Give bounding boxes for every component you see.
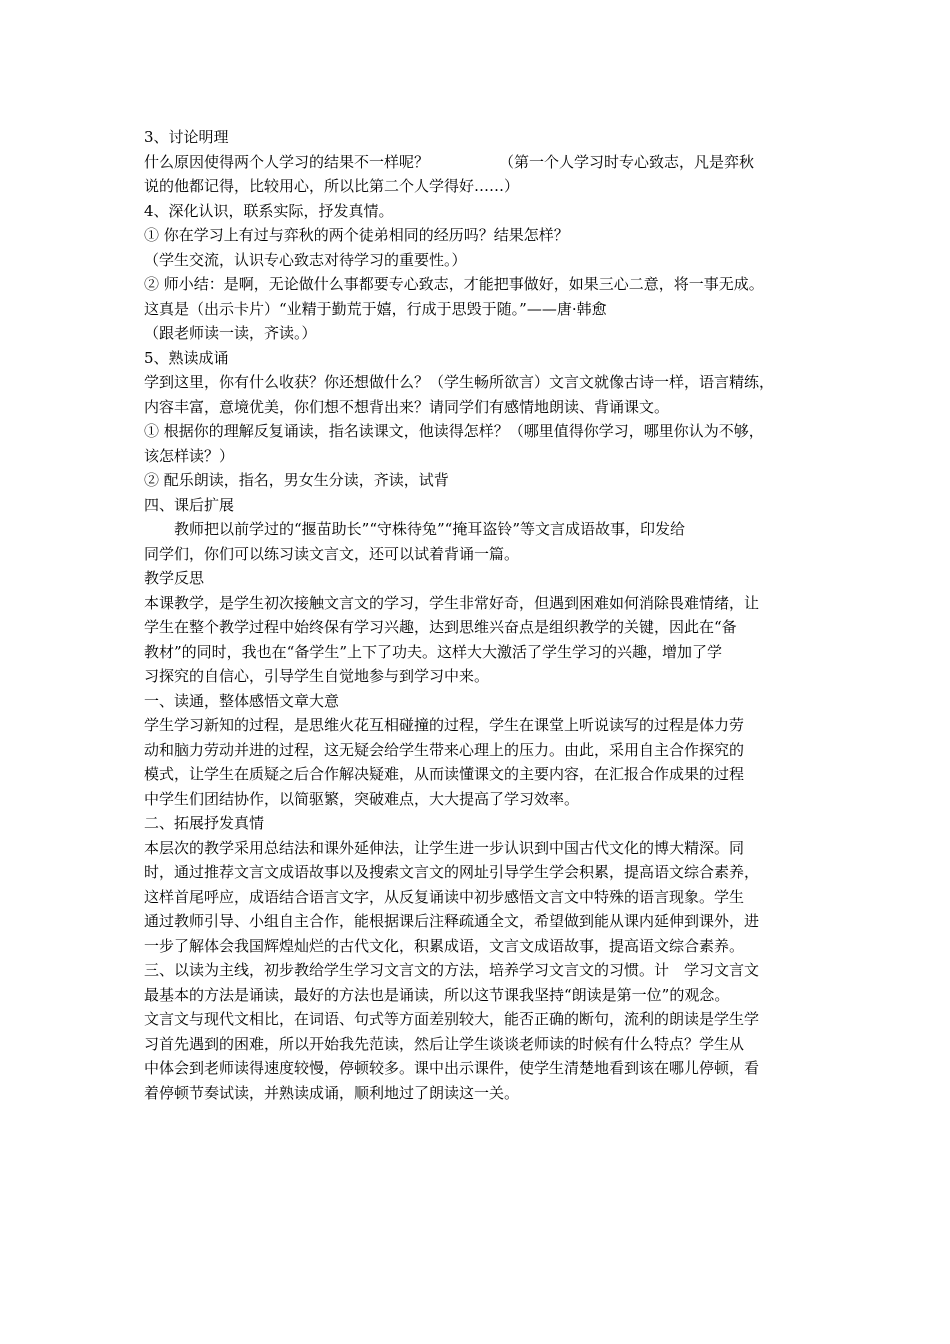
paragraph-line: 本层次的教学采用总结法和课外延伸法，让学生进一步认识到中国古代文化的博大精深。同 (144, 838, 745, 857)
paragraph-line: 中体会到老师读得速度较慢，停顿较多。课中出示课件，使学生清楚地看到该在哪儿停顿，看 (144, 1059, 760, 1077)
paragraph-line: 习首先遇到的困难，所以开始我先范读，然后让学生谈谈老师读的时候有什么特点？学生从 (144, 1034, 745, 1053)
paragraph-line: （学生交流，认识专心致志对待学习的重要性。） (144, 250, 467, 269)
document-page (144, 125, 812, 1105)
list-item: ② 师小结：是啊，无论做什么事都要专心致志，才能把事做好，如果三心二意，将一事无成。 (144, 275, 764, 293)
heading-discuss: 3、讨论明理 (144, 128, 229, 146)
paragraph-line: 本课教学，是学生初次接触文言文的学习，学生非常好奇，但遇到困难如何消除畏难情绪，让 (144, 593, 760, 612)
paragraph-line: 教师把以前学过的“揠苗助长”“守株待兔”“掩耳盗铃”等文言成语故事，印发给 (174, 520, 686, 538)
paragraph-line: 教材”的同时，我也在“备学生”上下了功夫。这样大大激活了学生学习的兴趣，增加了学 (144, 642, 723, 661)
paragraph-line: 文言文与现代文相比，在词语、句式等方面差别较大，能否正确的断句，流利的朗读是学生学 (144, 1010, 760, 1028)
question-text: 什么原因使得两个人学习的结果不一样呢？ (144, 152, 430, 171)
answer-text: （第一个人学习时专心致志，凡是弈秋 (499, 152, 755, 171)
paragraph-line: 一步了解体会我国辉煌灿烂的古代文化，积累成语，文言文成语故事，提高语文综合素养。 (144, 936, 745, 955)
paragraph-line: 同学们，你们可以练习读文言文，还可以试着背诵一篇。 (144, 544, 520, 563)
heading-deepen: 4、深化认识，联系实际，抒发真情。 (144, 201, 394, 220)
heading-section-two: 二、拓展抒发真情 (144, 814, 265, 832)
paragraph-line: 这真是（出示卡片）“业精于勤荒于嬉，行成于思毁于随。”——唐·韩愈 (144, 299, 607, 318)
paragraph-line: 中学生们团结协作，以简驱繁，突破难点，大大提高了学习效率。 (144, 789, 580, 808)
paragraph-line: 说的他都记得，比较用心，所以比第二个人学得好……） (144, 177, 520, 195)
paragraph-line: 通过教师引导、小组自主合作，能根据课后注释疏通全文，希望做到能从课内延伸到课外，进 (144, 912, 760, 930)
paragraph-line: 学生在整个教学过程中始终保有学习兴趣，达到思维兴奋点是组织教学的关键，因此在“备 (144, 618, 737, 636)
paragraph-line (144, 150, 812, 175)
paragraph-line: 最基本的方法是诵读，最好的方法也是诵读，所以这节课我坚持“朗读是第一位”的观念。 (144, 985, 730, 1004)
list-item: ② 配乐朗读，指名，男女生分读，齐读，试背 (144, 471, 449, 489)
paragraph-line: 内容丰富，意境优美，你们想不想背出来？请同学们有感情地朗读、背诵课文。 (144, 397, 670, 416)
list-item: ① 根据你的理解反复诵读，指名读课文，他读得怎样？（哪里值得你学习，哪里你认为不够， (144, 422, 764, 440)
heading-extension: 四、课后扩展 (144, 495, 235, 514)
paragraph-line: 该怎样读？） (144, 446, 235, 465)
paragraph-line: 这样首尾呼应，成语结合语言文字，从反复诵读中初步感悟文言文中特殊的语言现象。学生 (144, 887, 745, 906)
list-item: ① 你在学习上有过与弈秋的两个徒弟相同的经历吗？结果怎样？ (144, 226, 569, 244)
paragraph-line: 学到这里，你有什么收获？你还想做什么？（学生畅所欲言）文言文就像古诗一样，语言精练， (144, 373, 775, 391)
paragraph-line: 时，通过推荐文言文成语故事以及搜索文言文的网址引导学生学会积累，提高语文综合素养， (144, 863, 760, 881)
paragraph-line: 模式，让学生在质疑之后合作解决疑难，从而读懂课文的主要内容，在汇报合作成果的过程 (144, 765, 745, 783)
heading-section-one: 一、读通，整体感悟文章大意 (144, 691, 340, 710)
paragraph-line: 着停顿节奏试读，并熟读成诵，顺利地过了朗读这一关。 (144, 1083, 520, 1102)
paragraph-line: 习探究的自信心，引导学生自觉地参与到学习中来。 (144, 667, 490, 685)
heading-reflection: 教学反思 (144, 569, 205, 587)
heading-section-three: 三、以读为主线，初步教给学生学习文言文的方法，培养学习文言文的习惯。计 学习文言文 (144, 961, 760, 979)
paragraph-line: 动和脑力劳动并进的过程，这无疑会给学生带来心理上的压力。由此，采用自主合作探究的 (144, 740, 745, 759)
paragraph-line: （跟老师读一读，齐读。） (144, 324, 317, 342)
paragraph-line: 学生学习新知的过程，是思维火花互相碰撞的过程，学生在课堂上听说读写的过程是体力劳 (144, 716, 745, 734)
heading-recite: 5、熟读成诵 (144, 348, 229, 367)
